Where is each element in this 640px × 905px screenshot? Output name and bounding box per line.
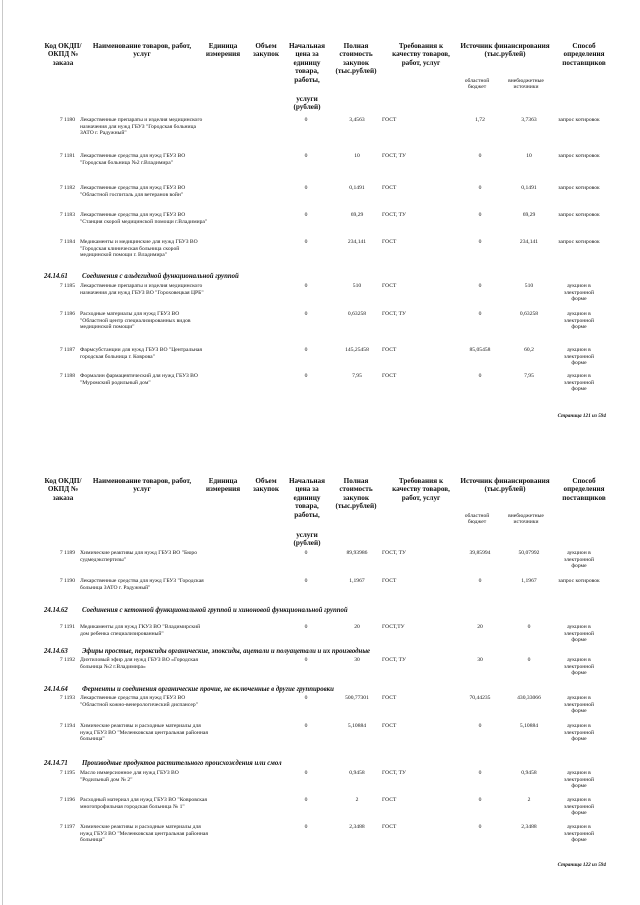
extra-budget: 3,7363 xyxy=(521,117,537,123)
order-number: 7 1191 xyxy=(59,624,75,630)
extra-budget: 510 xyxy=(524,283,534,289)
order-number: 7 1186 xyxy=(59,311,75,317)
extra-budget: 60,2 xyxy=(524,347,534,353)
order-number: 7 1194 xyxy=(59,723,75,729)
group-title: Соединения с альдегидной функциональной группой xyxy=(82,273,239,280)
quality-requirements: ГОСТ xyxy=(382,373,397,379)
order-number: 7 1197 xyxy=(59,824,75,830)
quality-requirements: ГОСТ xyxy=(382,239,397,245)
regional-budget: 20 xyxy=(477,624,483,630)
initial-price: 0 xyxy=(304,550,308,556)
quality-requirements: ГОСТ xyxy=(382,347,397,353)
initial-price: 0 xyxy=(304,239,308,245)
initial-price: 0 xyxy=(304,212,308,218)
extra-budget: 0,63258 xyxy=(519,311,539,317)
item-name: Лекарственные средства для нужд ГБУЗ ВО "Областной госпиталь для ветеранов войн" xyxy=(80,185,186,198)
item-name: Химические реактивы для нужд ГБУЗ ВО "Бюро судмедэкспертизы" xyxy=(80,550,197,563)
initial-price: 0 xyxy=(304,797,308,803)
extra-budget: 2,3488 xyxy=(521,824,537,830)
item-name: Лекарственные средства для нужд ГБУЗ ВО "Станция скорой медицинской помощи г.Владимира" xyxy=(80,212,208,225)
item-name: Формалин фармацевтический для нужд ГБУЗ ВО "Муромский родильный дом" xyxy=(80,373,198,386)
total-cost: 0,9458 xyxy=(349,770,365,776)
initial-price: 0 xyxy=(304,185,308,191)
extra-budget: 234,141 xyxy=(519,239,539,245)
header-source-extra: внебюджетные источники xyxy=(508,78,544,91)
extra-budget: 50,07992 xyxy=(518,550,540,556)
item-name: Лекарственные препараты и изделия медицинского назначения для нужд ГБУЗ "Городская больница ЗАТО г. Радужный" xyxy=(80,117,203,137)
group-code: 24.14.61 xyxy=(44,273,68,280)
procurement-method: запрос котировок xyxy=(558,185,600,191)
order-number: 7 1195 xyxy=(59,770,75,776)
total-cost: 1,1967 xyxy=(349,578,365,584)
extra-budget: 430,33066 xyxy=(517,695,541,701)
total-cost: 10 xyxy=(354,153,360,159)
procurement-method: аукцион в электронной форме xyxy=(563,283,595,303)
total-cost: 69,29 xyxy=(350,212,364,218)
item-name: Расходные материалы для нужд ГБУЗ ВО "Областной центр специализированных видов медицинской помощи" xyxy=(80,311,191,331)
item-name: Фармсубстанции для нужд ГБУЗ ВО "Центральная городская больница г. Коврова" xyxy=(80,347,202,360)
item-name: Лекарственные препараты и изделия медицинского назначения для нужд ГБУЗ ВО "Гороховецкая ЦРБ" xyxy=(80,283,204,296)
regional-budget: 70,44235 xyxy=(469,695,491,701)
quality-requirements: ГОСТ xyxy=(382,723,397,729)
header-source-regional: областной бюджет xyxy=(464,513,490,526)
total-cost: 89,93986 xyxy=(346,550,368,556)
procurement-method: аукцион в электронной форме xyxy=(563,695,595,715)
item-name: Медикаменты и медицинские для нужд ГБУЗ ВО "Городская клиническая больница скорой медицинской помощи г. Владимира" xyxy=(80,239,198,259)
extra-budget: 0 xyxy=(527,657,531,663)
item-name: Химические реактивы и расходные материалы для нужд ГБУЗ ВО "Меленковская центральная районная больница" xyxy=(80,824,208,844)
procurement-method: аукцион в электронной форме xyxy=(563,657,595,677)
item-name: Лекарственные средства для нужд ГБУЗ "Городская больница ЗАТО г. Радужный" xyxy=(80,578,204,591)
quality-requirements: ГОСТ xyxy=(382,185,397,191)
item-name: Расходный материал для нужд ГБУЗ ВО "Ковровская многопрофильная городская больница № 1" xyxy=(80,797,207,810)
header-code: Код ОКДП/ ОКПД № заказа xyxy=(44,477,82,502)
total-cost: 234,141 xyxy=(347,239,367,245)
order-number: 7 1188 xyxy=(59,373,75,379)
order-number: 7 1192 xyxy=(59,657,75,663)
item-name: Масло иммерсионное для нужд ГБУЗ ВО "Родильный дом № 2" xyxy=(80,770,179,783)
total-cost: 510 xyxy=(352,283,362,289)
extra-budget: 2 xyxy=(527,797,531,803)
header-source-extra: внебюджетные источники xyxy=(508,513,544,526)
total-cost: 145,25458 xyxy=(345,347,369,353)
total-cost: 2 xyxy=(355,797,359,803)
extra-budget: 0,9458 xyxy=(521,770,537,776)
quality-requirements: ГОСТ, ТУ xyxy=(382,770,406,776)
total-cost: 5,10884 xyxy=(347,723,367,729)
procurement-method: аукцион в электронной форме xyxy=(563,624,595,644)
quality-requirements: ГОСТ xyxy=(382,283,397,289)
header-source: Источник финансирования (тыс.рублей) xyxy=(460,42,550,59)
quality-requirements: ГОСТ, ТУ xyxy=(382,311,406,317)
group-code: 24.14.64 xyxy=(44,686,68,693)
initial-price: 0 xyxy=(304,770,308,776)
order-number: 7 1187 xyxy=(59,347,75,353)
regional-budget: 0 xyxy=(478,373,482,379)
item-name: Медикаменты для нужд ГКУЗ ВО "Владимирский дом ребенка специализированный" xyxy=(80,624,201,637)
procurement-method: запрос котировок xyxy=(558,117,600,123)
procurement-method: аукцион в электронной форме xyxy=(563,824,595,844)
header-total-cost: Полная стоимость закупок (тыс.рублей) xyxy=(335,477,377,511)
initial-price: 0 xyxy=(304,347,308,353)
group-heading xyxy=(44,648,370,655)
group-heading xyxy=(44,760,282,767)
header-requirements: Требования к качеству товаров, работ, услуг xyxy=(392,477,450,502)
initial-price: 0 xyxy=(304,311,308,317)
procurement-method: аукцион в электронной форме xyxy=(563,311,595,331)
quality-requirements: ГОСТ,ТУ xyxy=(382,624,405,630)
header-name: Наименование товаров, работ, услуг xyxy=(92,42,192,59)
quality-requirements: ГОСТ, ТУ xyxy=(382,212,406,218)
regional-budget: 0 xyxy=(478,283,482,289)
item-name: Химические реактивы и расходные материалы для нужд ГБУЗ ВО "Меленковская центральная районная больница" xyxy=(80,723,208,743)
group-title: Эфиры простые, пероксиды органические, эпоксиды, ацетали и полуацетали и их производные xyxy=(82,648,371,655)
regional-budget: 0 xyxy=(478,185,482,191)
order-number: 7 1182 xyxy=(59,185,75,191)
total-cost: 500,77301 xyxy=(345,695,369,701)
header-initial-price-unit: услуги (рублей) xyxy=(293,95,321,112)
header-unit: Единица измерения xyxy=(205,42,241,59)
regional-budget: 0 xyxy=(478,824,482,830)
regional-budget: 0 xyxy=(478,212,482,218)
group-heading xyxy=(44,607,348,614)
quality-requirements: ГОСТ, ТУ xyxy=(382,657,406,663)
procurement-method: запрос котировок xyxy=(558,153,600,159)
header-initial-price-unit: услуги (рублей) xyxy=(293,531,321,548)
extra-budget: 0 xyxy=(527,624,531,630)
regional-budget: 0 xyxy=(478,239,482,245)
procurement-method: аукцион в электронной форме xyxy=(563,550,595,570)
group-code: 24.14.71 xyxy=(44,760,68,767)
header-source: Источник финансирования (тыс.рублей) xyxy=(460,477,550,494)
header-total-cost: Полная стоимость закупок (тыс.рублей) xyxy=(335,42,377,76)
header-initial-price: Начальная цена за единицу товара, работы, xyxy=(288,477,326,519)
header-initial-price: Начальная цена за единицу товара, работы, xyxy=(288,42,326,84)
regional-budget: 0 xyxy=(478,578,482,584)
initial-price: 0 xyxy=(304,153,308,159)
initial-price: 0 xyxy=(304,695,308,701)
total-cost: 0,63258 xyxy=(347,311,367,317)
regional-budget: 0 xyxy=(478,153,482,159)
procurement-method: запрос котировок xyxy=(558,578,600,584)
header-unit: Единица измерения xyxy=(205,477,241,494)
extra-budget: 10 xyxy=(526,153,532,159)
regional-budget: 0 xyxy=(478,770,482,776)
group-code: 24.14.62 xyxy=(44,607,68,614)
quality-requirements: ГОСТ, ТУ xyxy=(382,550,406,556)
procurement-method: аукцион в электронной форме xyxy=(563,770,595,790)
order-number: 7 1193 xyxy=(59,695,75,701)
quality-requirements: ГОСТ xyxy=(382,578,397,584)
header-requirements: Требования к качеству товаров, работ, услуг xyxy=(392,42,450,67)
regional-budget: 85,05458 xyxy=(469,347,491,353)
initial-price: 0 xyxy=(304,283,308,289)
header-volume: Объем закупок xyxy=(253,477,279,494)
extra-budget: 1,1967 xyxy=(521,578,537,584)
order-number: 7 1181 xyxy=(59,153,75,159)
initial-price: 0 xyxy=(304,657,308,663)
initial-price: 0 xyxy=(304,578,308,584)
initial-price: 0 xyxy=(304,824,308,830)
total-cost: 0,1491 xyxy=(349,185,365,191)
total-cost: 3,4563 xyxy=(349,117,365,123)
procurement-method: аукцион в электронной форме xyxy=(563,373,595,393)
quality-requirements: ГОСТ xyxy=(382,824,397,830)
order-number: 7 1190 xyxy=(59,578,75,584)
total-cost: 30 xyxy=(354,657,360,663)
regional-budget: 1,72 xyxy=(475,117,485,123)
item-name: Лекарственные средства для нужд ГБУЗ ВО "Городская больница №2 г.Владимира" xyxy=(80,153,186,166)
regional-budget: 0 xyxy=(478,723,482,729)
quality-requirements: ГОСТ xyxy=(382,117,397,123)
procurement-method: запрос котировок xyxy=(558,212,600,218)
group-title: Соединения с кетонной функциональной группой и хиноновой функциональной группой xyxy=(82,607,348,614)
procurement-method: аукцион в электронной форме xyxy=(563,347,595,367)
order-number: 7 1184 xyxy=(59,239,75,245)
page-footer: Страница 121 из 594 xyxy=(557,413,606,419)
header-code: Код ОКДП/ ОКПД № заказа xyxy=(44,42,82,67)
group-heading xyxy=(44,686,334,693)
order-number: 7 1185 xyxy=(59,283,75,289)
header-name: Наименование товаров, работ, услуг xyxy=(92,477,192,494)
quality-requirements: ГОСТ, ТУ xyxy=(382,153,406,159)
total-cost: 7,95 xyxy=(352,373,362,379)
regional-budget: 0 xyxy=(478,797,482,803)
initial-price: 0 xyxy=(304,373,308,379)
header-method: Способ определения поставщиков xyxy=(562,477,606,502)
item-name: Диэтиловый эфир для нужд ГБУЗ ВО «Городская больница №2 г.Владимира» xyxy=(80,657,198,670)
total-cost: 2,3488 xyxy=(349,824,365,830)
order-number: 7 1189 xyxy=(59,550,75,556)
initial-price: 0 xyxy=(304,723,308,729)
regional-budget: 39,85994 xyxy=(469,550,491,556)
item-name: Лекарственные средства для нужд ГБУЗ ВО "Областной кожно-венерологический диспансер" xyxy=(80,695,198,708)
extra-budget: 5,10884 xyxy=(519,723,539,729)
extra-budget: 0,1491 xyxy=(521,185,537,191)
header-method: Способ определения поставщиков xyxy=(562,42,606,67)
procurement-method: аукцион в электронной форме xyxy=(563,797,595,817)
group-code: 24.14.63 xyxy=(44,648,68,655)
order-number: 7 1183 xyxy=(59,212,75,218)
header-volume: Объем закупок xyxy=(253,42,279,59)
extra-budget: 7,95 xyxy=(524,373,534,379)
procurement-method: запрос котировок xyxy=(558,239,600,245)
regional-budget: 0 xyxy=(478,311,482,317)
procurement-method: аукцион в электронной форме xyxy=(563,723,595,743)
page-footer: Страница 122 из 594 xyxy=(557,862,606,868)
quality-requirements: ГОСТ xyxy=(382,797,397,803)
extra-budget: 69,29 xyxy=(522,212,536,218)
order-number: 7 1196 xyxy=(59,797,75,803)
group-title: Ферменты и соединения органические прочие, не включенные в другие группировки xyxy=(82,686,334,693)
regional-budget: 30 xyxy=(477,657,483,663)
group-title: Производные продуктов растительного происхождения или смол xyxy=(82,760,282,767)
total-cost: 20 xyxy=(354,624,360,630)
initial-price: 0 xyxy=(304,117,308,123)
order-number: 7 1180 xyxy=(59,117,75,123)
initial-price: 0 xyxy=(304,624,308,630)
quality-requirements: ГОСТ xyxy=(382,695,397,701)
header-source-regional: областной бюджет xyxy=(464,78,490,91)
